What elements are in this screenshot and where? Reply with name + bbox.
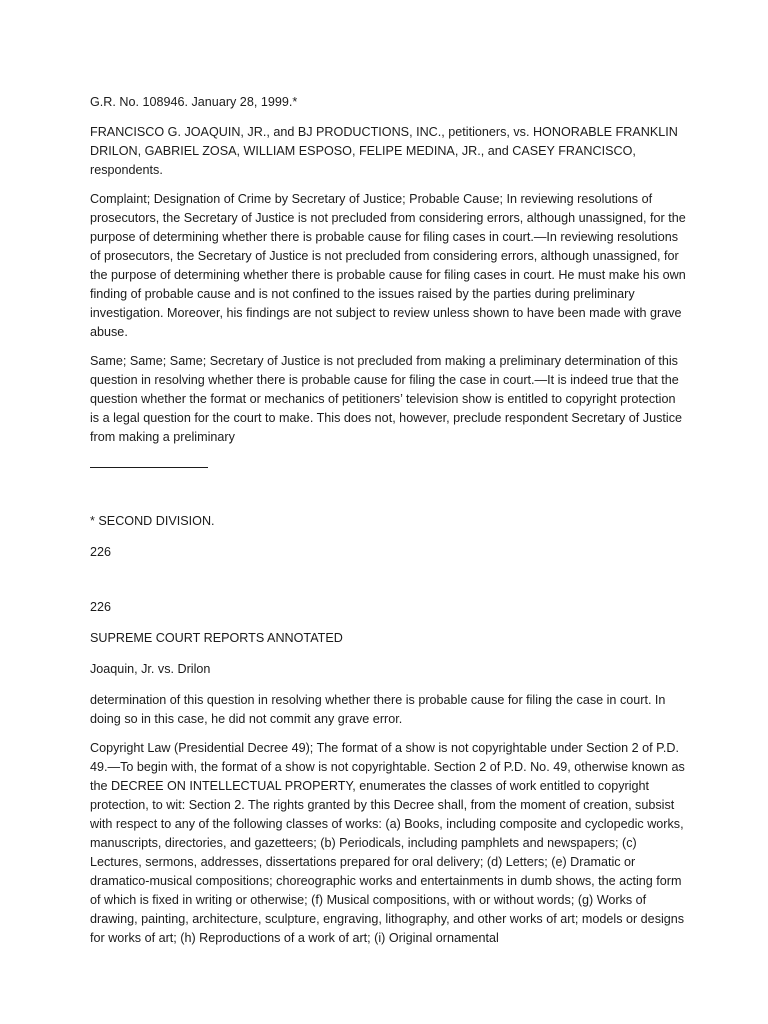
- page-number-header: 226: [90, 600, 112, 614]
- running-title: SUPREME COURT REPORTS ANNOTATED: [90, 631, 343, 645]
- syllabus-paragraph-1: Complaint; Designation of Crime by Secretary of Justice; Probable Cause; In reviewing resolutions of prosecutors, the Secretary of Justice is not precluded from considering errors, although unassigned, for the purpose of determining whether there is probable cause for filing cases in court.—In reviewing resolutions of prosecutors, the Secretary of Justice is not precluded from considering errors, although unassigned, for the purpose of determining whether there is probable cause for filing cases in court. He must make his own finding of probable cause and is not confined to the issues raised by the parties during preliminary investigation. Moreover, his findings are not subject to review unless shown to have been made with grave abuse.: [90, 192, 686, 339]
- case-parties: FRANCISCO G. JOAQUIN, JR., and BJ PRODUCTIONS, INC., petitioners, vs. HONORABLE FRANKLIN DRILON, GABRIEL ZOSA, WILLIAM ESPOSO, FELIPE MEDINA, JR., and CASEY FRANCISCO, respondents.: [90, 125, 678, 177]
- continuation-paragraph: determination of this question in resolving whether there is probable cause for filing the case in court. In doing so in this case, he did not commit any grave error.: [90, 693, 666, 726]
- running-case-title: Joaquin, Jr. vs. Drilon: [90, 662, 211, 676]
- footnote: * SECOND DIVISION.: [90, 514, 215, 528]
- footnote-divider: [90, 467, 208, 468]
- syllabus-paragraph-3: Copyright Law (Presidential Decree 49); The format of a show is not copyrightable under Section 2 of P.D. 49.—To begin with, the format of a show is not copyrightable. Section 2 of P.D. No. 49, otherwise known as the DECREE ON INTELLECTUAL PROPERTY, enumerates the classes of work entitled to copyright protection, to wit: Section 2. The rights granted by this Decree shall, from the moment of creation, subsist with respect to any of the following classes of works: (a) Books, including composite and cyclopedic works, manuscripts, directories, and gazetteers; (b) Periodicals, including pamphlets and newspapers; (c) Lectures, sermons, addresses, dissertations prepared for oral delivery; (d) Letters; (e) Dramatic or dramatico-musical compositions; choreographic works and entertainments in dumb shows, the acting form of which is fixed in writing or otherwise; (f) Musical compositions, with or without words; (g) Works of drawing, painting, architecture, sculpture, engraving, lithography, and other works of art; models or designs for works of art; (h) Reproductions of a work of art; (i) Original ornamental: [90, 741, 685, 945]
- case-citation: G.R. No. 108946. January 28, 1999.*: [90, 95, 298, 109]
- page-number-footer: 226: [90, 545, 112, 559]
- syllabus-paragraph-2: Same; Same; Same; Secretary of Justice is not precluded from making a preliminary determination of this question in resolving whether there is probable cause for filing the case in court.—It is indeed true that the question whether the format or mechanics of petitioners’ television show is entitled to copyright protection is a legal question for the court to make. This does not, however, preclude respondent Secretary of Justice from making a preliminary: [90, 354, 683, 444]
